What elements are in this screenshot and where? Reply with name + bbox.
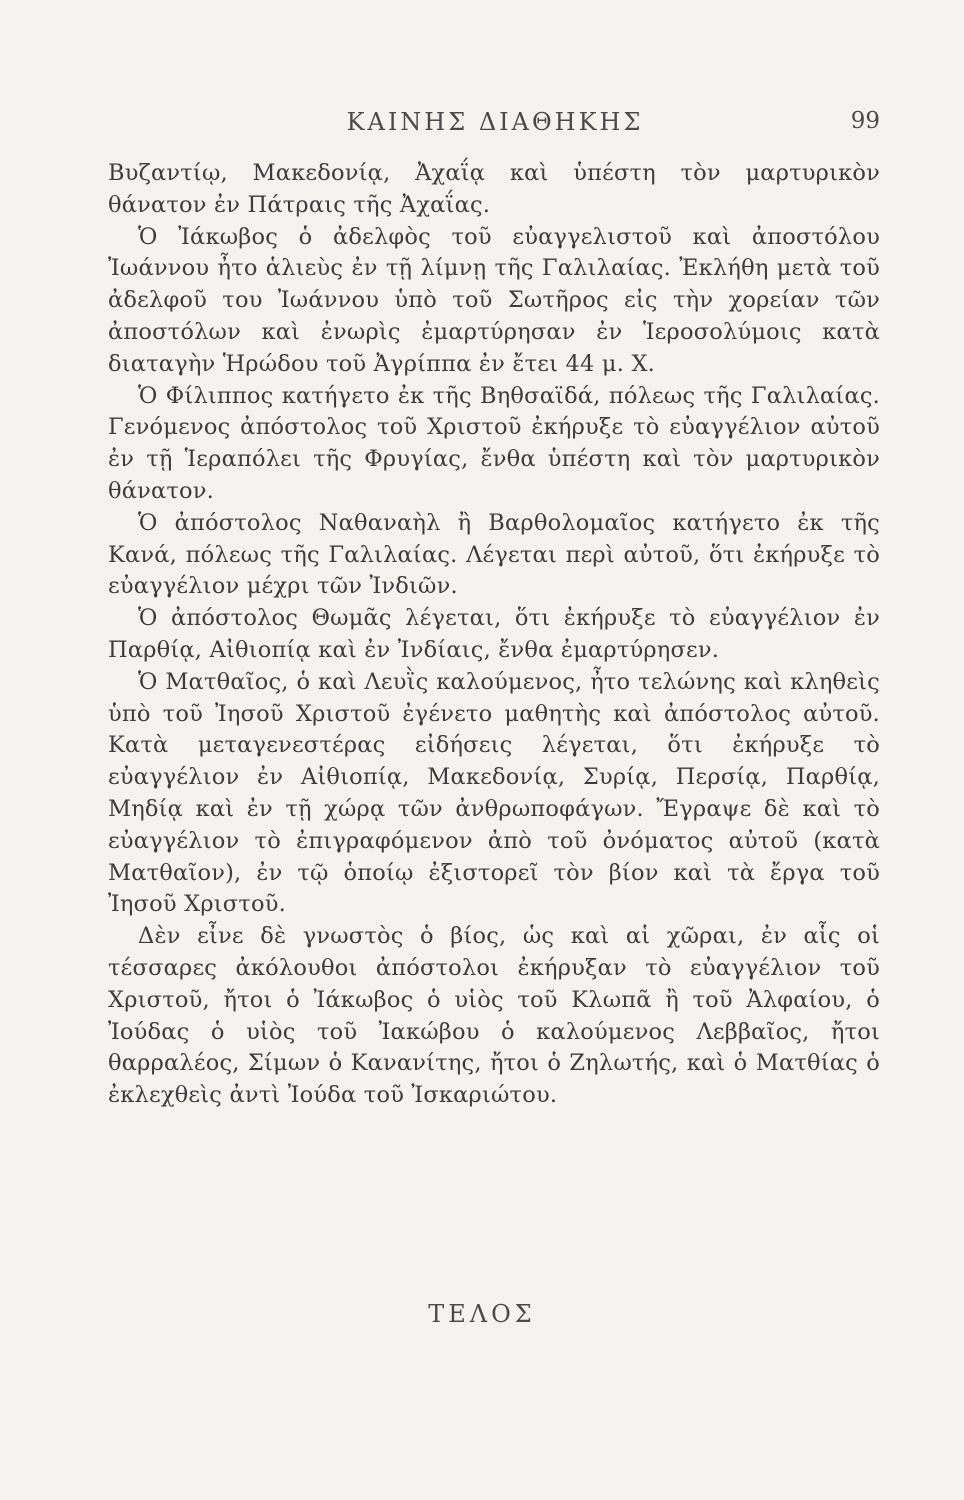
paragraph-nathanael: Ὁ ἀπόστολος Ναθαναὴλ ἢ Βαρθολομαῖος κατήγετο ἐκ τῆς Κανά, πόλεως τῆς Γαλιλαίας. Λέγεται περὶ αὐτοῦ, ὅτι ἐκήρυξε τὸ εὐαγγέλιον μέχρι τῶν Ἰνδιῶν.: [108, 509, 880, 600]
paragraph-filippos: Ὁ Φίλιππος κατήγετο ἐκ τῆς Βηθσαϊδά, πόλεως τῆς Γαλιλαίας. Γενόμενος ἀπόστολος τοῦ Χριστοῦ ἐκήρυξε τὸ εὐαγγέλιον αὐτοῦ ἐν τῇ Ἱεραπόλει τῆς Φρυγίας, ἔνθα ὑπέστη καὶ τὸν μαρτυρικὸν θάνατον.: [108, 382, 880, 504]
paragraph-matthaios: Ὁ Ματθαῖος, ὁ καὶ Λευῒς καλούμενος, ἦτο τελώνης καὶ κληθεὶς ὑπὸ τοῦ Ἰησοῦ Χριστοῦ ἐγένετο μαθητὴς καὶ ἀπόστολος αὐτοῦ. Κατὰ μεταγενεστέρας εἰδήσεις λέγεται, ὅτι ἐκήρυξε τὸ εὐαγγέλιον ἐν Αἰθιοπίᾳ, Μακεδονίᾳ, Συρίᾳ, Περσίᾳ, Παρθίᾳ, Μηδίᾳ καὶ ἐν τῇ χώρᾳ τῶν ἀνθρωποφάγων. Ἔγραψε δὲ καὶ τὸ εὐαγγέλιον τὸ ἐπιγραφόμενον ἀπὸ τοῦ ὀνόματος αὐτοῦ (κατὰ Ματθαῖον), ἐν τῷ ὁποίῳ ἐξιστορεῖ τὸν βίον καὶ τὰ ἔργα τοῦ Ἰησοῦ Χριστοῦ.: [108, 668, 880, 918]
body-text: [108, 158, 880, 1112]
end-mark: ΤΕΛΟΣ: [428, 1300, 536, 1328]
page-number: 99: [850, 108, 880, 134]
paragraph-thomas: Ὁ ἀπόστολος Θωμᾶς λέγεται, ὅτι ἐκήρυξε τὸ εὐαγγέλιον ἐν Παρθίᾳ, Αἰθιοπίᾳ καὶ ἐν Ἰνδίαις, ἔνθα ἐμαρτύρησεν.: [108, 605, 880, 663]
paragraph-iakovos: Ὁ Ἰάκωβος ὁ ἀδελφὸς τοῦ εὐαγγελιστοῦ καὶ ἀποστόλου Ἰωάννου ἦτο ἁλιεὺς ἐν τῇ λίμνῃ τῆς Γαλιλαίας. Ἐκλήθη μετὰ τοῦ ἀδελφοῦ του Ἰωάννου ὑπὸ τοῦ Σωτῆρος εἰς τὴν χορείαν τῶν ἀποστόλων καὶ ἐνωρὶς ἐμαρτύρησαν ἐν Ἱεροσολύμοις κατὰ διαταγὴν Ἡρώδου τοῦ Ἀγρίππα ἐν ἔτει 44 μ. Χ.: [108, 223, 880, 377]
page-header: [110, 108, 880, 148]
running-title: ΚΑΙΝΗΣ ΔΙΑΘΗΚΗΣ: [346, 108, 644, 136]
paragraph-continuation: Βυζαντίῳ, Μακεδονίᾳ, Ἀχαΐᾳ καὶ ὑπέστη τὸν μαρτυρικὸν θάνατον ἐν Πάτραις τῆς Ἀχαΐας.: [108, 160, 880, 218]
paragraph-remaining-apostles: Δὲν εἶνε δὲ γνωστὸς ὁ βίος, ὡς καὶ αἱ χῶραι, ἐν αἷς οἱ τέσσαρες ἀκόλουθοι ἀπόστολοι ἐκήρυξαν τὸ εὐαγγέλιον τοῦ Χριστοῦ, ἤτοι ὁ Ἰάκωβος ὁ υἱὸς τοῦ Κλωπᾶ ἢ τοῦ Ἀλφαίου, ὁ Ἰούδας ὁ υἱὸς τοῦ Ἰακώβου ὁ καλούμενος Λεββαῖος, ἤτοι θαρραλέος, Σίμων ὁ Κανανίτης, ἤτοι ὁ Ζηλωτής, καὶ ὁ Ματθίας ὁ ἐκλεχθεὶς ἀντὶ Ἰούδα τοῦ Ἰσκαριώτου.: [108, 923, 880, 1109]
